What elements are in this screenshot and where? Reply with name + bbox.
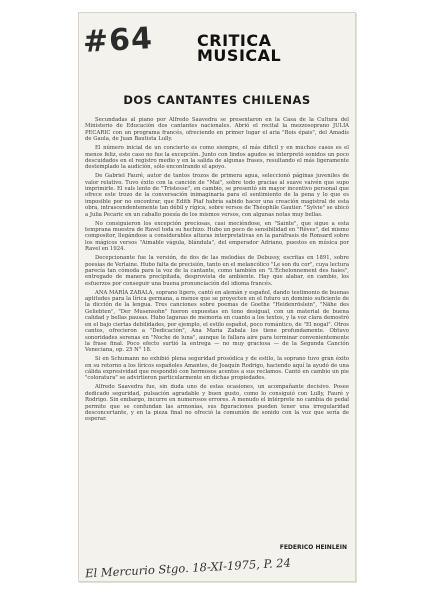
paragraph: El número inicial de un concierto es como siempre, el más dificil y en muchos casos es el menos feliz, este caso no fue la excepción. Junto con lindos agudos se interpretó sonidos un poco descuidados en el registro medio y en la salida de algunas frases, resultando el más ligeramente destemplado la audición, sólo encontrando el apoyo. [85,145,349,171]
article-body [85,117,349,543]
archive-number: #64 [82,21,154,60]
masthead-line-2: MUSICAL [197,46,282,65]
paragraph: Si en Schumann no exhibió plena seguridad prosódica y de estilo, la soprano tuvo gran éxito en su retorno a los líricos españoles Amantes, de Joaquín Rodrigo, haciendo aquí la ayudó de una cálida expresividad que respondió con hermosos acentos a sus reclamos. Cantó en cambio un pie "coloratura" se advirtieron particularmente en dichas propiedades. [85,356,349,382]
masthead-line-1: CRITICA [197,31,272,50]
paragraph: Decepcionante fue la versión, de dos de las melodías de Debussy, escritas en 1891, sobre poesías de Verlaine. Hubo falta de precisión, tanto en el melancólico "Le son du cor", cuya lectura parecía tan cómoda para la voz de la cantante, como también en "L'Échelonnement des haies", entregado de manera precipitada, desprovista de ambiente. Hay que alabar, en cambio, los esfuerzos por conseguir una buena pronunciación del idioma francés. [85,255,349,287]
newspaper-clipping [78,12,356,582]
paragraph: Alfredo Saavedra fue, sin duda uno de estas ocasiones, un acompañante decisivo. Posee dedicado seguridad, pulsación agradable y buen gusto, como lo consiguió con Lully, Fauré y Rodrigo. Sin embargo, incurre en numerosos errores. A menudo el intérprete no cambia de pedal permite que se confundan las armonías, sus figuraciones pueden tener una irregularidad desconcertante, y en la pieza final no ofreció la comunión de sonido con la voz que sería de esperar. [85,384,349,423]
article-subtitle: DOS CANTANTES CHILENAS [123,93,311,107]
paragraph: Secundadas al piano por Alfredo Saavedra se presentaron en la Casa de la Cultura del Ministerio de Educación dos cantantes nacionales. Abrió el recital la mezzosoprano JULIA PECARIC con un programa francés, ofreciendo en primer lugar el aria "Bois épais", del Amadís de Gaula, de Juan Bautista Lully. [85,117,349,143]
handwritten-source-note: El Mercurio Stgo. 18-XI-1975, P. 24 [84,555,292,581]
paragraph: De Gabriel Fauré, autor de tantos trozos de primera agua, seleccionó páginas juveniles de valor relativo. Tuvo éxito con la canción de "Mai", sobre todo gracias al suave vaivén que supo imprimirle. El vals lento de "Tristesse", en cambio, se presentó sin mayor incentivo personal que ofrece este trozo de la conversación inimaginaria para el sentimiento de la pena y lo que es imposible por no encontrar, que Edith Piaf habría sabido hacer una creación magistral de esta obra, intrascendentemente tan débil y rígica, sobre versos de Théophile Gautier. "Sylvie" se ubicó a Julia Pecaric en un caballo poesía de los mismos versos, con algunas notas muy bellas. [85,173,349,218]
paragraph: ANA MARÍA ZABALA, soprano ligero, cantó en alemán y español, dando testimonio de buenas aptitudes para la lírica germana, a menos que se proyecten en el futuro un dominio suficiente de la dicción de la lengua. Tres canciones sobre poemas de Goethe "Heidenröslein", "Nähe des Geliebten", "Der Musensohn" fueron expuestas en tono desigual, con un material de buena calidad y bellas pausas. Hubo lagunas de memoria en cuanto a los textos, y la voz clara demostró en el bajo ciertas debilidades, por ejemplo, el estilo español, poco romántico, de "El nogal". Otros cantos, ofrecieron a "Dedicación", Ana María Zabala los tiene profundamente. Obtuvo sonoridades serenas en "Noche de luna", aunque le fallara aire para terminar convenientemente la frase final. Poco efecto surtió la entrega — no muy graciosa — de la Segunda Canción Veneciana, op. 25 N° 18. [85,289,349,354]
column-masthead [197,33,347,63]
paragraph: No consiguieron los excepción preciosas, casi meciéndose, en "Sainte", que sigue a esta temprana muestra de Ravel toda su hechizo. Hubo un poco de sensibilidad en "Rêves", del mismo compositor, llegándose a considerables alturas interpretativas en la paráfrasis de Ronsard sobre los mágicos versos "Aimable vágula, blándula", del emperador Adriano, puestos en música por Ravel en 1924. [85,220,349,253]
author-signature: FEDERICO HEINLEIN [279,544,347,551]
